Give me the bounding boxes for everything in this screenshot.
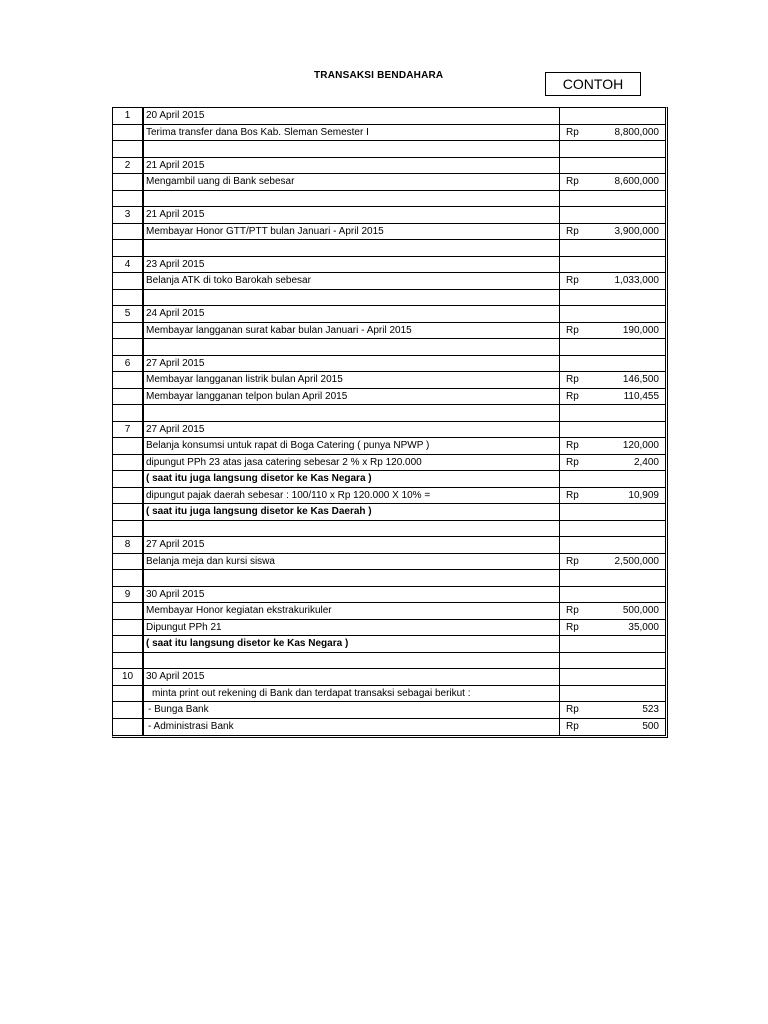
row-description: Mengambil uang di Bank sebesar [144, 174, 560, 190]
table-row [113, 587, 665, 604]
row-number: 9 [113, 587, 144, 603]
amount-value [600, 356, 665, 372]
row-number: 5 [113, 306, 144, 322]
row-description: 23 April 2015 [144, 257, 560, 273]
row-number [113, 504, 144, 520]
currency-label [560, 339, 600, 355]
table-row [113, 158, 665, 175]
row-description: 30 April 2015 [144, 669, 560, 685]
currency-label [560, 686, 600, 702]
amount-value: 35,000 [628, 621, 659, 633]
currency-label: Rp [566, 225, 579, 237]
table-row [113, 537, 665, 554]
row-number [113, 603, 144, 619]
row-description: Membayar langganan telpon bulan April 2015 [144, 389, 560, 405]
table-row [113, 125, 665, 142]
row-description: dipungut PPh 23 atas jasa catering sebesar 2 % x Rp 120.000 [144, 455, 560, 471]
currency-label [560, 471, 600, 487]
table-row [113, 372, 665, 389]
row-description: ( saat itu langsung disetor ke Kas Negara ) [144, 636, 560, 652]
table-row [113, 323, 665, 340]
currency-label [560, 422, 600, 438]
row-description: Belanja meja dan kursi siswa [144, 554, 560, 570]
currency-label [560, 290, 600, 306]
currency-label: Rp [566, 440, 579, 451]
row-description: - Bunga Bank [144, 702, 560, 718]
amount-value: 500 [642, 720, 659, 732]
table-row [113, 306, 665, 323]
amount-value [600, 191, 665, 207]
amount-value: 190,000 [622, 324, 659, 336]
row-description: dipungut pajak daerah sebesar : 100/110 x Rp 120.000 X 10% = [144, 488, 560, 504]
amount-value [600, 537, 665, 553]
row-description: minta print out rekening di Bank dan terdapat transaksi sebagai berikut : [144, 686, 560, 702]
row-number [113, 405, 144, 421]
table-row [113, 339, 665, 356]
row-number [113, 719, 144, 736]
currency-label: Rp [566, 275, 579, 286]
table-row [113, 521, 665, 538]
currency-label: Rp [566, 374, 579, 385]
amount-value [600, 108, 665, 124]
row-description: 24 April 2015 [144, 306, 560, 322]
row-description: Belanja konsumsi untuk rapat di Boga Catering ( punya NPWP ) [144, 438, 560, 454]
amount-value: 110,455 [623, 390, 659, 402]
row-number: 10 [113, 669, 144, 685]
row-number [113, 174, 144, 190]
row-number [113, 372, 144, 388]
table-row [113, 554, 665, 571]
table-row [113, 356, 665, 373]
row-number: 7 [113, 422, 144, 438]
row-number [113, 339, 144, 355]
currency-label [560, 141, 600, 157]
amount-value: 523 [642, 704, 659, 715]
row-number [113, 521, 144, 537]
row-description: 27 April 2015 [144, 422, 560, 438]
table-row [113, 686, 665, 703]
table-row [113, 240, 665, 257]
amount-value [600, 257, 665, 273]
row-number: 4 [113, 257, 144, 273]
amount-value [600, 587, 665, 603]
table-row [113, 141, 665, 158]
row-description [144, 570, 560, 586]
row-number [113, 471, 144, 487]
row-description: Membayar langganan listrik bulan April 2015 [144, 372, 560, 388]
amount-value: 2,400 [633, 456, 659, 468]
row-number [113, 554, 144, 570]
table-row [113, 636, 665, 653]
table-row [113, 603, 665, 620]
table-row [113, 471, 665, 488]
row-number [113, 636, 144, 652]
currency-label [560, 636, 600, 652]
row-number [113, 191, 144, 207]
currency-label: Rp [566, 704, 579, 715]
table-row [113, 719, 665, 736]
row-number [113, 323, 144, 339]
row-number: 6 [113, 356, 144, 372]
amount-value [600, 570, 665, 586]
table-row [113, 504, 665, 521]
currency-label [560, 669, 600, 685]
row-description: Terima transfer dana Bos Kab. Sleman Semester I [144, 125, 560, 141]
currency-label: Rp [566, 176, 579, 187]
amount-value: 3,900,000 [614, 225, 659, 237]
amount-value [600, 405, 665, 421]
transaction-table [112, 107, 668, 738]
currency-label [560, 521, 600, 537]
row-number [113, 438, 144, 454]
row-number [113, 702, 144, 718]
row-number [113, 570, 144, 586]
row-number: 3 [113, 207, 144, 223]
table-row [113, 702, 665, 719]
row-number [113, 686, 144, 702]
currency-label [560, 306, 600, 322]
currency-label: Rp [566, 621, 579, 633]
amount-value [600, 669, 665, 685]
row-number [113, 389, 144, 405]
row-description [144, 521, 560, 537]
amount-value: 8,800,000 [614, 126, 659, 138]
row-description [144, 141, 560, 157]
currency-label: Rp [566, 324, 579, 336]
table-row [113, 174, 665, 191]
document-title: TRANSAKSI BENDAHARA [314, 70, 444, 81]
currency-label [560, 537, 600, 553]
row-description: Belanja ATK di toko Barokah sebesar [144, 273, 560, 289]
amount-value [600, 207, 665, 223]
table-row [113, 257, 665, 274]
table-row [113, 224, 665, 241]
example-badge: CONTOH [545, 72, 641, 96]
row-number: 2 [113, 158, 144, 174]
amount-value: 10,909 [628, 489, 659, 501]
amount-value [600, 158, 665, 174]
currency-label [560, 240, 600, 256]
table-row [113, 438, 665, 455]
row-description [144, 290, 560, 306]
row-number [113, 141, 144, 157]
amount-value [600, 636, 665, 652]
currency-label [560, 570, 600, 586]
table-row [113, 108, 665, 125]
row-number [113, 240, 144, 256]
amount-value: 146,500 [622, 374, 659, 385]
row-description [144, 405, 560, 421]
table-row [113, 290, 665, 307]
row-description: ( saat itu juga langsung disetor ke Kas Daerah ) [144, 504, 560, 520]
amount-value [600, 686, 665, 702]
row-number [113, 224, 144, 240]
currency-label: Rp [566, 126, 579, 138]
currency-label: Rp [566, 489, 579, 501]
amount-value: 8,600,000 [614, 176, 659, 187]
amount-value [600, 653, 665, 669]
row-number [113, 125, 144, 141]
currency-label: Rp [566, 390, 579, 402]
row-description: 20 April 2015 [144, 108, 560, 124]
table-row [113, 191, 665, 208]
table-row [113, 488, 665, 505]
amount-value [600, 422, 665, 438]
amount-value [600, 521, 665, 537]
table-row [113, 389, 665, 406]
currency-label [560, 207, 600, 223]
amount-value [600, 290, 665, 306]
amount-value [600, 240, 665, 256]
table-row [113, 422, 665, 439]
table-row [113, 207, 665, 224]
currency-label [560, 587, 600, 603]
row-number [113, 653, 144, 669]
table-row [113, 405, 665, 422]
row-description: 21 April 2015 [144, 207, 560, 223]
amount-value [600, 141, 665, 157]
row-description [144, 339, 560, 355]
table-row [113, 620, 665, 637]
row-description: Membayar Honor GTT/PTT bulan Januari - April 2015 [144, 224, 560, 240]
currency-label [560, 504, 600, 520]
amount-value [600, 504, 665, 520]
currency-label [560, 356, 600, 372]
row-description [144, 653, 560, 669]
table-row [113, 273, 665, 290]
amount-value [600, 339, 665, 355]
amount-value: 500,000 [622, 605, 659, 616]
table-row [113, 455, 665, 472]
row-description: ( saat itu juga langsung disetor ke Kas Negara ) [144, 471, 560, 487]
row-number [113, 290, 144, 306]
currency-label [560, 158, 600, 174]
amount-value: 2,500,000 [614, 555, 659, 567]
currency-label: Rp [566, 456, 579, 468]
row-description: Membayar Honor kegiatan ekstrakurikuler [144, 603, 560, 619]
row-description: 27 April 2015 [144, 356, 560, 372]
row-description: 30 April 2015 [144, 587, 560, 603]
table-row [113, 669, 665, 686]
amount-value: 120,000 [622, 440, 659, 451]
amount-value: 1,033,000 [614, 275, 659, 286]
row-description: Dipungut PPh 21 [144, 620, 560, 636]
currency-label [560, 108, 600, 124]
row-number: 8 [113, 537, 144, 553]
row-description: - Administrasi Bank [144, 719, 560, 736]
amount-value [600, 306, 665, 322]
row-description [144, 240, 560, 256]
row-number [113, 273, 144, 289]
currency-label [560, 405, 600, 421]
currency-label [560, 653, 600, 669]
row-description [144, 191, 560, 207]
currency-label [560, 257, 600, 273]
amount-value [600, 471, 665, 487]
row-description: Membayar langganan surat kabar bulan Januari - April 2015 [144, 323, 560, 339]
row-number [113, 620, 144, 636]
row-number [113, 488, 144, 504]
currency-label: Rp [566, 605, 579, 616]
table-row [113, 653, 665, 670]
row-description: 21 April 2015 [144, 158, 560, 174]
currency-label [560, 191, 600, 207]
currency-label: Rp [566, 555, 579, 567]
currency-label: Rp [566, 720, 579, 732]
row-description: 27 April 2015 [144, 537, 560, 553]
row-number: 1 [113, 108, 144, 124]
row-number [113, 455, 144, 471]
table-row [113, 570, 665, 587]
